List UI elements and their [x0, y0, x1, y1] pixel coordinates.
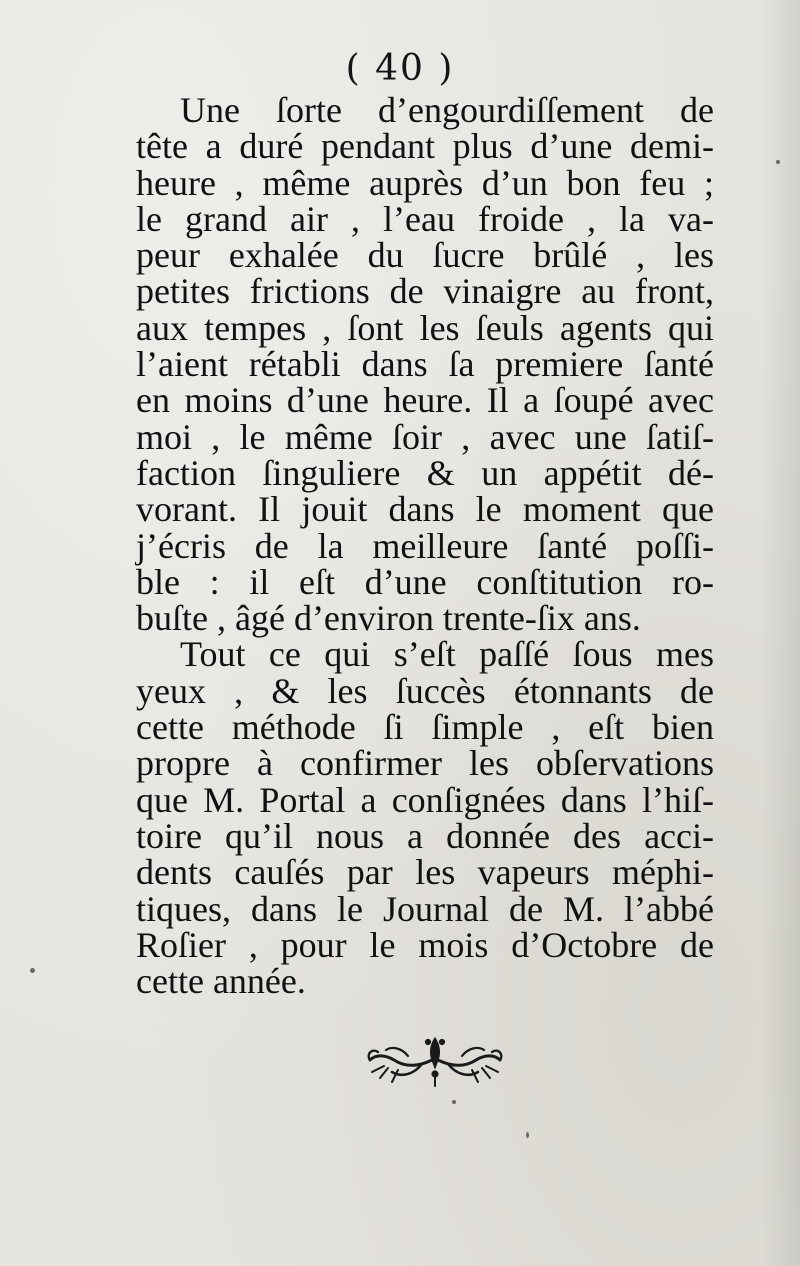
paper-speck: [30, 968, 35, 973]
text-line: faction ſinguliere & un appétit dé-: [136, 452, 714, 493]
text-line: le grand air , l’eau froide , la va-: [136, 198, 714, 239]
text-line: l’aient rétabli dans ſa premiere ſanté: [136, 344, 714, 385]
text-line: j’écris de la meilleure ſanté poſſi-: [136, 525, 714, 566]
text-line: cette année.: [136, 961, 306, 1002]
text-line: moi , le même ſoir , avec une ſatiſ-: [136, 416, 714, 457]
text-line: que M. Portal a conſignées dans l’hiſ-: [136, 779, 714, 820]
text-line: Une ſorte d’engourdiſſement de: [180, 90, 714, 130]
text-line: peur exhalée du ſucre brûlé , les: [136, 235, 714, 276]
text-line: tête a duré pendant plus d’une demi-: [136, 126, 714, 167]
paper-speck: [776, 160, 780, 164]
paper-speck: [452, 1100, 456, 1104]
text-line: cette méthode ſi ſimple , eſt bien: [136, 707, 714, 748]
text-line: tiques, dans le Journal de M. l’abbé: [136, 888, 714, 929]
body-text: [136, 90, 714, 1002]
text-line: Roſier , pour le mois d’Octobre de: [136, 924, 714, 965]
text-line: en moins d’une heure. Il a ſoupé avec: [136, 380, 714, 421]
text-line: vorant. Il jouit dans le moment que: [136, 489, 714, 530]
text-line: ble : il eſt d’une conſtitution ro-: [136, 561, 714, 602]
text-line: toire qu’il nous a donnée des acci-: [136, 815, 714, 856]
fleuron-ornament: [362, 1030, 508, 1090]
text-line: buſte , âgé d’environ trente-ſix ans.: [136, 598, 641, 639]
text-line: yeux , & les ſuccès étonnants de: [136, 670, 714, 711]
paper-speck: [526, 1132, 529, 1138]
text-line: heure , même auprès d’un bon feu ;: [136, 162, 714, 203]
text-line: aux tempes , ſont les ſeuls agents qui: [136, 307, 714, 348]
text-line: Tout ce qui s’eſt paſſé ſous mes: [180, 634, 714, 675]
text-line: propre à confirmer les obſervations: [136, 743, 714, 784]
text-line: dents cauſés par les vapeurs méphi-: [136, 852, 714, 893]
page-number: ( 40 ): [345, 48, 455, 89]
page-edge-shadow: [760, 0, 800, 1266]
text-line: petites frictions de vinaigre au front,: [136, 271, 714, 312]
